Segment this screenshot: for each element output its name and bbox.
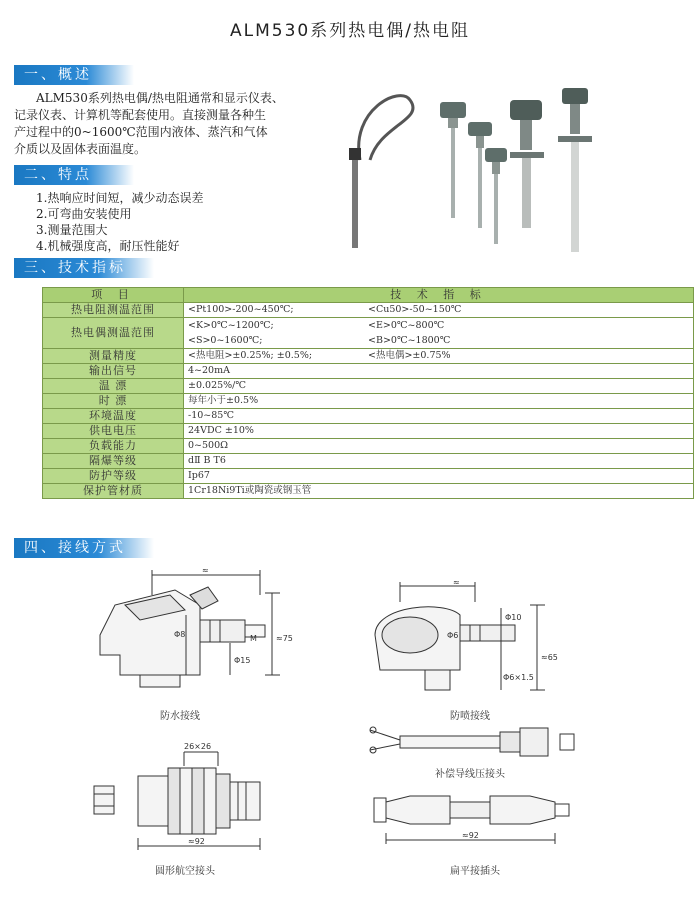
flexible-cable [359, 96, 413, 160]
dim-m: M [250, 634, 257, 643]
flange-5 [510, 152, 544, 158]
row-value: 1Cr18Ni9Ti或陶瓷或钢玉管 [184, 484, 694, 499]
probe-head-6 [562, 88, 588, 104]
row-value [184, 303, 694, 318]
row-value: ±0.025%/℃ [184, 379, 694, 394]
dim-phi6x15: Φ6×1.5 [503, 673, 534, 682]
tc-b: <B>0℃~1800℃ [368, 335, 451, 346]
feature-item: 3.测量范围大 [36, 223, 108, 237]
comp-lead-cable [400, 736, 500, 748]
accuracy-rtd: <热电阻>±0.25%; ±0.5%; [188, 350, 313, 361]
row-label: 时 漂 [43, 394, 184, 409]
dim-approx92b: ≈92 [462, 831, 479, 840]
probe-head-4 [485, 148, 507, 162]
overview-line: 记录仪表、计算机等配套使用。直接测量各种生 [14, 108, 267, 122]
table-row [43, 469, 694, 484]
table-row [43, 484, 694, 499]
section-heading-features [14, 165, 134, 185]
table-row [43, 454, 694, 469]
features-list [36, 190, 336, 254]
waterproof-drawing [90, 565, 300, 700]
dim-approx-2: ≈ [453, 580, 460, 587]
waterproof-gland [200, 620, 245, 642]
caption-aviation: 圆形航空接头 [155, 866, 215, 877]
accuracy-tc: <热电偶>±0.75% [368, 350, 451, 361]
splashproof-drawing [365, 580, 565, 700]
caption-flat-plug: 扁平接插头 [450, 866, 500, 877]
flexible-probe-joint [349, 148, 361, 160]
flat-plug-right [490, 796, 555, 824]
spec-table-header [43, 288, 694, 303]
row-label: 输出信号 [43, 364, 184, 379]
row-value: 0~500Ω [184, 439, 694, 454]
table-row [43, 303, 694, 318]
probe-rod-4 [494, 174, 498, 244]
row-label: 防护等级 [43, 469, 184, 484]
row-value: 24VDC ±10% [184, 424, 694, 439]
overview-line: 产过程中的0~1600℃范围内液体、蒸汽和气体 [14, 125, 268, 139]
header-spec: 技 术 指 标 [184, 288, 694, 303]
rtd-cu50: <Cu50>-50~150℃ [368, 304, 462, 315]
dim-phi6: Φ6 [447, 631, 459, 640]
overview-line: 介质以及固体表面温度。 [14, 142, 147, 156]
feature-item: 2.可弯曲安装使用 [36, 207, 132, 221]
row-value: -10~85℃ [184, 409, 694, 424]
table-row [43, 439, 694, 454]
probe-rod-2 [451, 128, 455, 218]
section-heading-specs [14, 258, 154, 278]
table-row [43, 364, 694, 379]
row-label: 隔爆等级 [43, 454, 184, 469]
probe-head-2 [440, 102, 466, 118]
header-item: 项 目 [43, 288, 184, 303]
dim-26x26: 26×26 [184, 742, 212, 751]
aviation-plug-small [94, 786, 114, 814]
section-heading-wiring-text: 四、接线方式 [24, 540, 126, 556]
row-value: 4~20mA [184, 364, 694, 379]
row-label: 负载能力 [43, 439, 184, 454]
row-label: 热电阻测温范围 [43, 303, 184, 318]
row-value [184, 318, 694, 349]
overview-paragraph [14, 90, 344, 158]
probe-rod-3 [478, 148, 482, 228]
page-title: ALM530系列热电偶/热电阻 [230, 21, 470, 41]
dim-approx: ≈ [202, 566, 209, 575]
section-heading-overview-text: 一、概述 [24, 67, 92, 83]
row-label: 环境温度 [43, 409, 184, 424]
table-row [43, 394, 694, 409]
tc-e: <E>0℃~800℃ [368, 320, 445, 331]
aviation-drawing [88, 738, 298, 853]
dim-phi8: Φ8 [174, 630, 186, 639]
probe-rod-6 [571, 142, 579, 252]
feature-item: 4.机械强度高，耐压性能好 [36, 239, 180, 253]
dim-approx92a: ≈92 [188, 837, 205, 846]
section-heading-wiring [14, 538, 154, 558]
row-value: dⅡ B T6 [184, 454, 694, 469]
row-value: Ip67 [184, 469, 694, 484]
dim-phi10: Φ10 [505, 613, 522, 622]
product-photo [340, 80, 680, 255]
feature-item: 1.热响应时间短，减少动态误差 [36, 191, 204, 205]
row-label: 测量精度 [43, 349, 184, 364]
table-row [43, 318, 694, 349]
table-row [43, 349, 694, 364]
flange-6 [558, 136, 592, 142]
table-row [43, 379, 694, 394]
probe-head-3 [468, 122, 492, 136]
dim-phi15: Φ15 [234, 656, 251, 665]
overview-line: ALM530系列热电偶/热电阻通常和显示仪表、 [36, 91, 284, 105]
row-label: 热电偶测温范围 [43, 318, 184, 349]
caption-comp-lead: 补偿导线压接头 [435, 769, 505, 780]
table-row [43, 424, 694, 439]
row-label: 温 漂 [43, 379, 184, 394]
flexible-probe-rod [352, 158, 358, 248]
rtd-pt100: <Pt100>-200~450℃; [188, 304, 294, 315]
row-value: 每年小于±0.5% [184, 394, 694, 409]
row-value [184, 349, 694, 364]
splashproof-gland [460, 625, 515, 641]
caption-splashproof: 防喷接线 [450, 711, 490, 722]
section-heading-features-text: 二、特点 [24, 167, 92, 183]
section-heading-specs-text: 三、技术指标 [24, 260, 126, 276]
probe-head-5 [510, 100, 542, 120]
flat-plug-left [386, 796, 450, 824]
dim-approx75: ≈75 [276, 634, 293, 643]
table-row [43, 409, 694, 424]
spec-table [42, 287, 694, 499]
probe-rod-5 [522, 158, 531, 228]
comp-lead-drawing [365, 722, 585, 767]
tc-s: <S>0~1600℃; [188, 335, 263, 346]
section-heading-overview [14, 65, 134, 85]
row-label: 保护管材质 [43, 484, 184, 499]
caption-waterproof: 防水接线 [160, 711, 200, 722]
row-label: 供电电压 [43, 424, 184, 439]
flat-plug-drawing [370, 788, 580, 848]
tc-k: <K>0℃~1200℃; [188, 320, 274, 331]
dim-approx65: ≈65 [541, 653, 558, 662]
